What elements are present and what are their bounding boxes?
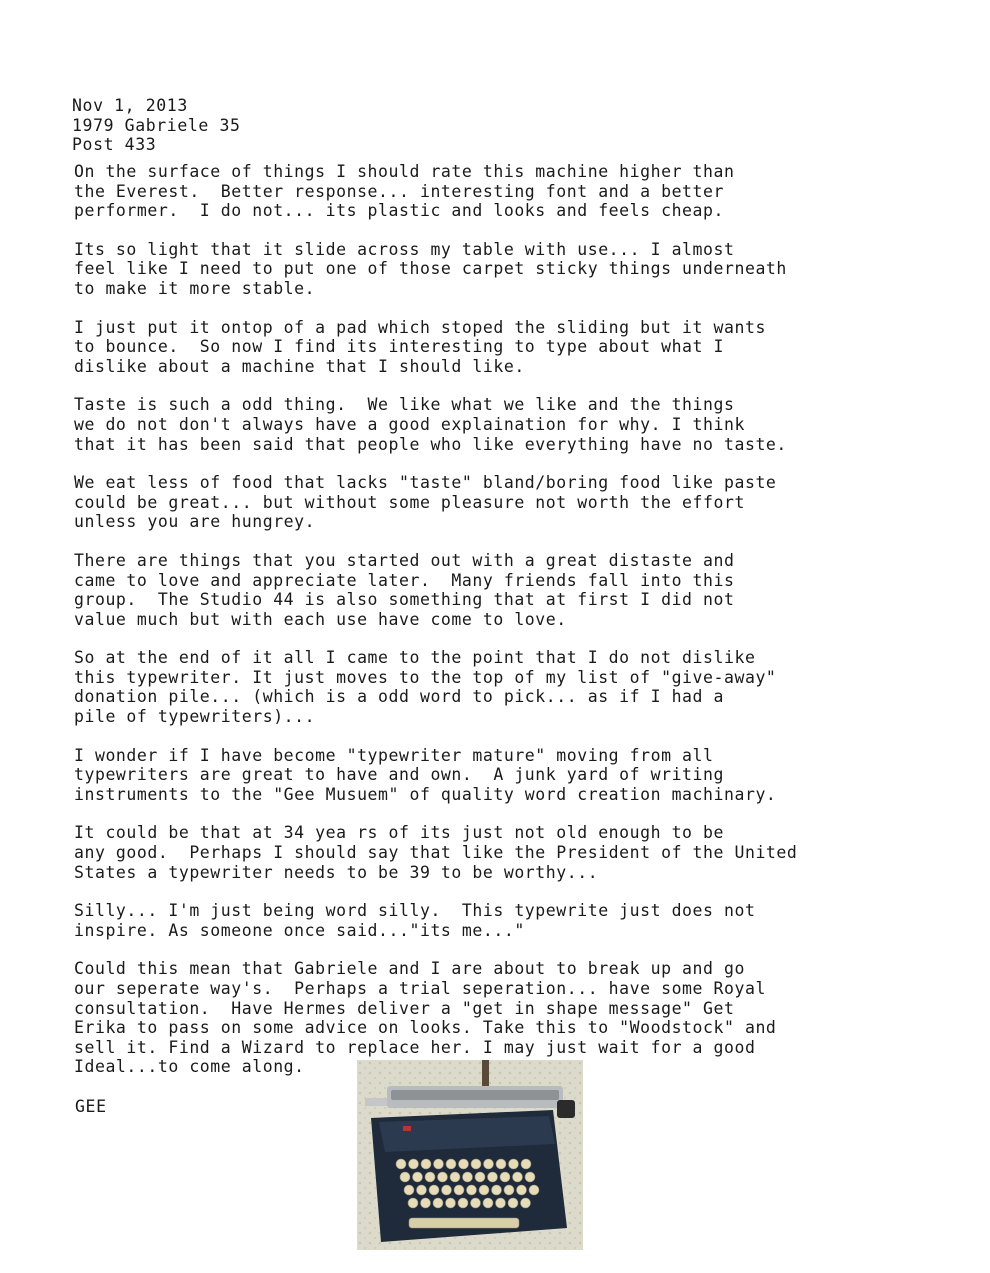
typewriter-key: [425, 1172, 435, 1182]
letter-line: came to love and appreciate later. Many friends fall into this: [74, 570, 735, 590]
typewriter-key: [521, 1159, 531, 1169]
typewriter-key: [483, 1198, 493, 1208]
typewriter-key: [429, 1185, 439, 1195]
letter-line: dislike about a machine that I should like.: [74, 356, 525, 376]
typewriter-key: [404, 1185, 414, 1195]
typewriter-key: [504, 1185, 514, 1195]
typewriter-key: [492, 1185, 502, 1195]
typewriter-key: [413, 1172, 423, 1182]
typewriter-key: [463, 1172, 473, 1182]
letter-line: our seperate way's. Perhaps a trial seperation... have some Royal: [74, 979, 766, 998]
letter-line: we do not don't always have a good explaination for why. I think: [74, 414, 745, 434]
typewriter-key: [417, 1185, 427, 1195]
letter-line: could be great... but without some pleasure not worth the effort: [74, 492, 745, 512]
typewriter-photo: [357, 1060, 583, 1250]
letter-line: Silly... I'm just being word silly. This typewrite just does not: [74, 901, 756, 921]
letter-line: Its so light that it slide across my table with use... I almost: [74, 239, 735, 259]
letter-paragraph: [74, 473, 914, 532]
letter-line: any good. Perhaps I should say that like the President of the United: [74, 843, 798, 863]
letter-post-number: Post 433: [72, 135, 157, 154]
letter-line: unless you are hungrey.: [74, 512, 316, 532]
letter-line: consultation. Have Hermes deliver a "get in shape message" Get: [74, 998, 735, 1018]
typewriter-key: [446, 1198, 456, 1208]
letter-line: to bounce. So now I find its interesting to type about what I: [74, 337, 724, 357]
typewriter-key: [475, 1172, 485, 1182]
letter-line: performer. I do not... its plastic and looks and feels cheap.: [74, 201, 724, 221]
letter-line: Could this mean that Gabriele and I are about to break up and go: [74, 959, 745, 979]
typewriter-key: [396, 1159, 406, 1169]
typewriter-key: [509, 1159, 519, 1169]
typewriter-key: [500, 1172, 510, 1182]
letter-paragraph: [74, 648, 914, 726]
typewriter-key: [529, 1185, 539, 1195]
letter-line: the Everest. Better response... interesting font and a better: [74, 181, 724, 201]
letter-line: So at the end of it all I came to the point that I do not dislike: [74, 648, 756, 668]
letter-line: this typewriter. It just moves to the top of my list of "give-away": [74, 667, 777, 687]
letter-line: typewriters are great to have and own. A junk yard of writing: [74, 765, 724, 785]
letter-line: On the surface of things I should rate this machine higher than: [74, 162, 735, 181]
typewriter-key: [508, 1198, 518, 1208]
typewriter-illustration: [357, 1060, 583, 1250]
typewriter-key: [496, 1198, 506, 1208]
letter-line: donation pile... (which is a odd word to pick... as if I had a: [74, 687, 724, 707]
typewriter-key: [496, 1159, 506, 1169]
letter-line: Taste is such a odd thing. We like what we like and the things: [74, 395, 735, 415]
typewriter-key: [442, 1185, 452, 1195]
typewriter-key: [471, 1198, 481, 1208]
letter-line: to make it more stable.: [74, 278, 316, 298]
typewriter-key: [433, 1198, 443, 1208]
typewriter-key: [454, 1185, 464, 1195]
typewriter-key: [513, 1172, 523, 1182]
letter-body: [74, 162, 914, 1096]
letter-paragraph: [74, 901, 914, 940]
letter-paragraph: [74, 551, 914, 629]
letter-line: Erika to pass on some advice on looks. Take this to "Woodstock" and: [74, 1018, 777, 1038]
letter-line: I wonder if I have become "typewriter mature" moving from all: [74, 745, 714, 765]
typewriter-key: [479, 1185, 489, 1195]
typewriter-key: [409, 1159, 419, 1169]
letter-line: that it has been said that people who like everything have no taste.: [74, 434, 787, 454]
typewriter-key: [438, 1172, 448, 1182]
typewriter-key: [467, 1185, 477, 1195]
typewriter-key: [458, 1198, 468, 1208]
typewriter-key: [400, 1172, 410, 1182]
letter-line: inspire. As someone once said..."its me...": [74, 920, 525, 940]
letter-line: instruments to the "Gee Musuem" of quality word creation machinary.: [74, 784, 777, 804]
letter-header: [72, 96, 241, 155]
letter-line: value much but with each use have come to love.: [74, 609, 567, 629]
letter-line: I just put it ontop of a pad which stoped the sliding but it wants: [74, 317, 766, 337]
letter-line: group. The Studio 44 is also something that at first I did not: [74, 590, 735, 610]
letter-paragraph: [74, 240, 914, 299]
typewriter-key: [421, 1198, 431, 1208]
typewriter-key: [525, 1172, 535, 1182]
letter-paragraph: [74, 395, 914, 454]
letter-line: Ideal...to come along.: [74, 1057, 305, 1077]
letter-paragraph: [74, 318, 914, 377]
typewriter-key: [517, 1185, 527, 1195]
letter-signature: GEE: [75, 1097, 107, 1116]
letter-line: sell it. Find a Wizard to replace her. I may just wait for a good: [74, 1037, 756, 1057]
letter-line: pile of typewriters)...: [74, 707, 316, 727]
typewriter-key: [488, 1172, 498, 1182]
typewriter-key: [459, 1159, 469, 1169]
letter-date: Nov 1, 2013: [72, 96, 188, 115]
letter-line: It could be that at 34 yea rs of its just not old enough to be: [74, 823, 724, 843]
letter-line: States a typewriter needs to be 39 to be worthy...: [74, 862, 599, 882]
typewriter-key: [421, 1159, 431, 1169]
letter-paragraph: [74, 746, 914, 805]
letter-model: 1979 Gabriele 35: [72, 115, 241, 135]
typewriter-key: [471, 1159, 481, 1169]
letter-line: feel like I need to put one of those carpet sticky things underneath: [74, 259, 787, 279]
typewriter-key: [446, 1159, 456, 1169]
typewriter-key: [434, 1159, 444, 1169]
typewriter-key: [484, 1159, 494, 1169]
typewriter-key: [408, 1198, 418, 1208]
letter-line: There are things that you started out with a great distaste and: [74, 550, 735, 570]
letter-line: We eat less of food that lacks "taste" bland/boring food like paste: [74, 473, 777, 493]
letter-paragraph: [74, 162, 914, 221]
typewriter-key: [450, 1172, 460, 1182]
letter-paragraph: [74, 823, 914, 882]
typewriter-key: [521, 1198, 531, 1208]
